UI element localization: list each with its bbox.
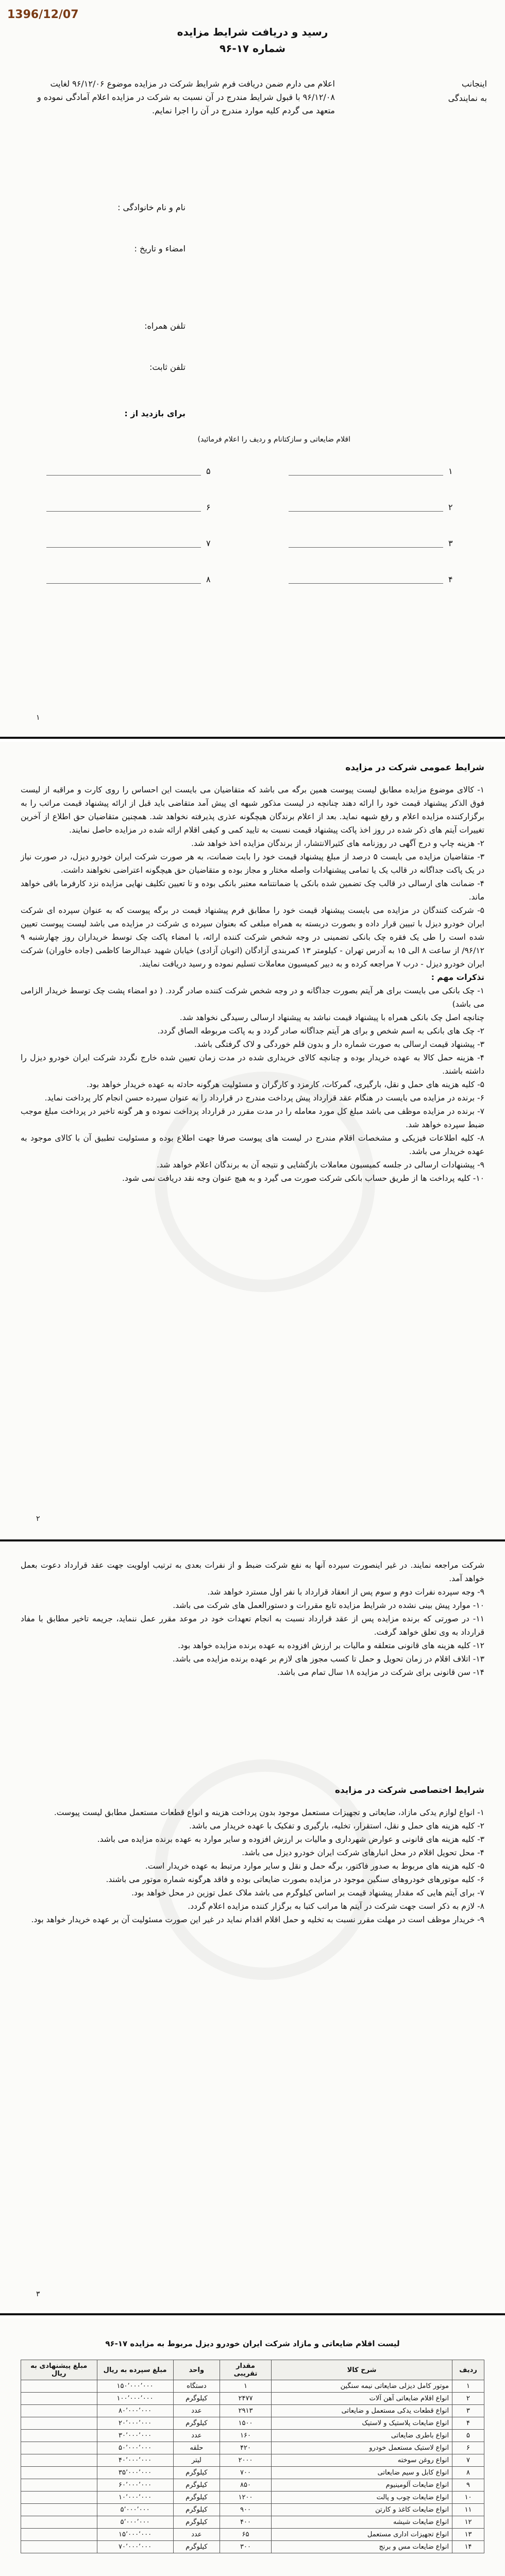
para: ۵- شرکت کنندگان در مزایده می بایست پیشنهاد قیمت خود را مطابق فرم پیشنهاد قیمت در برگه پیوست که به عنوان سپرده ای شرکت ایران خودرو دیزل با تبیین قرار داده و بصورت دربسته به همراه مبلغی که بعنوان سپرده ی شرکت در مزایده می باشد لیست پیوست تعیین شده است را طی یک فقره چک بانکی تضمینی در وجه شخص شرکت کننده ارائه، با امضاء پاکت چک توسط خریداران روز چهارشنبه ۹ ۹۶/۱۲/ از ساعت ۸ الی ۱۵ به آدرس تهران - کیلومتر ۱۳ کمربندی آزادگان (اتوبان آزادی) خیابان شهید عبدالرضا کاظمی (جاده خاوران) شرکت ایران خودرو دیزل - درب ۷ مراجعه کرده و به دبیر کمیسیون معاملات تسلیم نموده و رسید دریافت نمایند. [21,906,484,969]
table-cell: ۵ [452,2430,484,2442]
general-terms-title: شرایط عمومی شرکت در مزایده [345,762,484,773]
table-cell: ۵۰٬۰۰۰٬۰۰۰ [97,2442,173,2454]
table-row [21,2380,484,2393]
table-cell: ۵٬۰۰۰٬۰۰۰ [97,2504,173,2516]
table-row [21,2393,484,2405]
table-cell: ۱۴ [452,2541,484,2553]
table-cell: ۸۵۰ [220,2479,272,2492]
table-row [21,2516,484,2529]
table-row [21,2504,484,2516]
para: ۲- چک های بانکی به اسم شخص و برای هر آیتم جداگانه صادر گردد و به پاکت مربوطه الصاق گردد. [157,1026,484,1036]
page-4 [0,2318,505,2576]
para: ۴- هزینه حمل کالا به عهده خریدار بوده و چنانچه کالای خریداری شده در مدت زمان تعیین شده خارج نگردد شرکت ایران خودرو دیزل را داشته باشند. [21,1053,484,1076]
col-row: ردیف [452,2360,484,2380]
line-7[interactable] [46,547,201,548]
table-cell: ۲۰٬۰۰۰٬۰۰۰ [97,2417,173,2430]
intro-label: اینجانب [461,79,487,89]
table-cell: ۱۲۰۰ [220,2492,272,2504]
line-2[interactable] [289,511,443,512]
line-num-8: ۸ [206,574,211,584]
specific-terms-title: شرایط اختصاصی شرکت در مزایده [334,1785,484,1795]
page-divider [0,737,505,739]
table-cell[interactable] [21,2504,97,2516]
table-cell[interactable] [21,2467,97,2479]
table-cell: حلقه [173,2442,220,2454]
table-cell: انواع ضایعات پلاستیک و لاستیک [271,2417,452,2430]
table-cell[interactable] [21,2380,97,2393]
line-1[interactable] [289,475,443,476]
line-num-4: ۴ [448,574,453,584]
table-cell: ۱ [452,2380,484,2393]
table-row [21,2467,484,2479]
table-cell: انواع کابل و سیم ضایعاتی [271,2467,452,2479]
table-cell: ۵٬۰۰۰٬۰۰۰ [97,2516,173,2529]
table-cell[interactable] [21,2541,97,2553]
table-row [21,2430,484,2442]
col-qty: مقدار تقریبی [220,2360,272,2380]
para: ۳- پیشنهاد قیمت ارسالی به صورت شماره دار و بدون قلم خوردگی و لاک گرفتگی باشد. [194,1040,484,1049]
table-header-row [21,2360,484,2380]
page-divider [0,2313,505,2315]
table-cell: ۱۵٬۰۰۰٬۰۰۰ [97,2529,173,2541]
general-terms-continued [21,1558,484,1679]
table-cell: ۱۰ [452,2492,484,2504]
table-cell: ۷۰٬۰۰۰٬۰۰۰ [97,2541,173,2553]
table-cell: ۹۰۰ [220,2504,272,2516]
table-cell: ۸۰٬۰۰۰٬۰۰۰ [97,2405,173,2417]
table-row [21,2417,484,2430]
table-cell: ۴۰۰ [220,2516,272,2529]
table-cell[interactable] [21,2479,97,2492]
para: ۱۰- موارد پیش بینی نشده در شرایط مزایده تابع مقررات و دستورالعمل های شرکت می باشد. [173,1601,484,1610]
date-stamp: 1396/12/07 [7,8,79,21]
line-num-1: ۱ [448,466,453,476]
table-cell: ۷۰۰ [220,2467,272,2479]
table-cell: عدد [173,2430,220,2442]
table-cell: لیتر [173,2454,220,2467]
table-cell[interactable] [21,2492,97,2504]
table-cell: کیلوگرم [173,2516,220,2529]
para: ۶- برنده در مزایده می بایست در هنگام عقد قرارداد پیش پرداخت مندرج در قرارداد را به عنوان سپرده حسن انجام کار پرداخت نماید. [44,1093,484,1103]
table-cell: انواع اقلام ضایعاتی آهن آلات [271,2393,452,2405]
table-cell: ۶۰٬۰۰۰٬۰۰۰ [97,2479,173,2492]
table-cell: ۴ [452,2417,484,2430]
para: شرکت مراجعه نمایند. در غیر اینصورت سپرده آنها به نفع شرکت ضبط و از نفرات بعدی به ترتیب اولویت جهت عقد قرارداد دعوت بعمل خواهد آمد. [21,1561,484,1583]
table-cell: ۸ [452,2467,484,2479]
para: ۷- برای آیتم هایی که مقدار پیشنهاد قیمت بر اساس کیلوگرم می باشد ملاک عمل توزین در محل خواهد بود. [131,1888,484,1897]
specific-terms-body [21,1806,484,1926]
table-cell: کیلوگرم [173,2393,220,2405]
table-row [21,2479,484,2492]
table-cell: کیلوگرم [173,2467,220,2479]
table-row [21,2454,484,2467]
table-cell: ۱ [220,2380,272,2393]
page-number-2: ۲ [36,1515,40,1523]
para: ۱۱- در صورتی که برنده مزایده پس از عقد قرارداد نسبت به انجام تعهدات خود در موعد مقرر عمل ننماید، جریمه تاخیر مطابق با مفاد قرارداد به وی تعلق خواهد گرفت. [21,1614,484,1637]
line-num-2: ۲ [448,502,453,512]
para: ۱۰- کلیه پرداخت ها از طریق حساب بانکی شرکت صورت می گیرد و به هیچ عنوان وجه نقد دریافت نمی شود. [122,1174,484,1183]
table-cell: کیلوگرم [173,2492,220,2504]
table-cell: ۴۲۰ [220,2442,272,2454]
table-row [21,2541,484,2553]
para: ۴- محل تحویل اقلام در محل انبارهای شرکت ایران خودرو دیزل می باشد. [242,1848,484,1857]
line-3[interactable] [289,547,443,548]
col-deposit: مبلغ سپرده به ریال [97,2360,173,2380]
table-cell: انواع ضایعات کاغذ و کارتن [271,2504,452,2516]
table-cell: انواع ضایعات شیشه [271,2516,452,2529]
table-row [21,2492,484,2504]
table-cell: عدد [173,2529,220,2541]
col-unit: واحد [173,2360,220,2380]
para: ۸- کلیه اطلاعات فیزیکی و مشخصات اقلام مندرج در لیست های پیوست صرفا جهت اطلاع بوده و مسئولیت تطبیق آن با کالای موجود به عهده خریدار می باشد. [21,1133,484,1156]
items-table [21,2360,484,2553]
table-cell: ۱۶۰ [220,2430,272,2442]
table-cell: انواع باطری ضایعاتی [271,2430,452,2442]
page-number-3: ۳ [36,2290,40,2298]
table-cell: ۱۲ [452,2516,484,2529]
page-subtitle: شماره ۱۷-۹۶ [219,42,286,55]
table-cell[interactable] [21,2454,97,2467]
mobile-label: تلفن همراه: [144,321,186,331]
table-row [21,2442,484,2454]
phone-label: تلفن ثابت: [149,362,186,372]
table-cell[interactable] [21,2430,97,2442]
table-cell: انواع قطعات یدکی مستعمل و ضایعاتی [271,2405,452,2417]
page-title: رسید و دریافت شرایط مزایده [177,26,328,38]
line-6[interactable] [46,511,201,512]
para: ۱- چک بانکی می بایست برای هر آیتم بصورت جداگانه و در وجه شخص شرکت کننده صادر گردد. ( دو امضاء پشت چک توسط خریدار الزامی می باشد) [21,986,484,1009]
para: ۱- انواع لوازم یدکی مازاد، ضایعاتی و تجهیزات مستعمل موجود بدون پرداخت هزینه و انواع قطعات مستعمل مطابق لیست پیوست. [54,1808,484,1817]
para: ۳- متقاضیان مزایده می بایست ۵ درصد از مبلغ پیشنهاد قیمت خود را بابت ضمانت، به هر صورت شرکت ایران خودرو دیزل، در صورت نیاز در یک پاکت جداگانه در قالب یک یا تمامی پیشنهادات واصله مختار و مجاز بوده و متقاضیان حق هیچگونه اعتراضی نخواهند داشت. [21,852,484,875]
page-3 [0,1543,505,2311]
table-cell: ۱۰۰٬۰۰۰٬۰۰۰ [97,2393,173,2405]
table-cell: ۷ [452,2454,484,2467]
table-title: لیست اقلام ضایعاتی و مازاد شرکت ایران خودرو دیزل مربوط به مزایده ۱۷-۹۶ [105,2339,400,2348]
table-cell: انواع ضایعات آلومینیوم [271,2479,452,2492]
table-cell: انواع ضایعات مس و برنج [271,2541,452,2553]
table-cell: عدد [173,2405,220,2417]
table-row [21,2529,484,2541]
table-cell[interactable] [21,2417,97,2430]
table-cell: ۱۰٬۰۰۰٬۰۰۰ [97,2492,173,2504]
line-num-5: ۵ [206,466,211,476]
para: ۱۳- اتلاف اقلام در زمان تحویل و حمل تا کسب مجوز های لازم بر عهده برنده مزایده می باشد. [172,1654,484,1664]
line-num-3: ۳ [448,538,453,548]
table-cell: ۲ [452,2393,484,2405]
table-cell: ۲۰۰۰ [220,2454,272,2467]
table-cell: ۴۰٬۰۰۰٬۰۰۰ [97,2454,173,2467]
col-offer: مبلغ پیشنهادی به ریال [21,2360,97,2380]
para: ۷- برنده در مزایده موظف می باشد مبلغ کل مورد معامله را در مدت مقرر در قرارداد پرداخت نموده و هر گونه تاخیر در پرداخت مبلغ موجب ضبط سپرده خواهد شد. [21,1107,484,1129]
para: ۸- لازم به ذکر است جهت شرکت در آیتم ها مراتب کتبا به برگزار کننده مزایده اعلام گردد. [188,1902,484,1911]
table-cell: کیلوگرم [173,2479,220,2492]
line-8[interactable] [46,583,201,584]
para: ۹- وجه سپرده نفرات دوم و سوم پس از انعقاد قرارداد با نفر اول مسترد خواهد شد. [207,1587,484,1597]
table-cell: ۳۰٬۰۰۰٬۰۰۰ [97,2430,173,2442]
para: ۱۴- سن قانونی برای شرکت در مزایده ۱۸ سال تمام می باشد. [277,1668,484,1677]
table-cell: کیلوگرم [173,2504,220,2516]
table-cell: انواع ضایعات چوب و پالت [271,2492,452,2504]
table-cell: ۱۵۰۰ [220,2417,272,2430]
items-label: اقلام ضایعاتی و سازکتانام و ردیف را اعلام فرمائید) [197,435,350,444]
para: ۴- ضمانت های ارسالی در قالب چک تضمین شده بانکی یا ضمانتنامه معتبر بانکی بوده و تا تعیین تکلیف نهایی مزایده نزد کارفرما باقی خواهد ماند. [21,879,484,902]
page-divider [0,1539,505,1541]
table-cell: ۳۵٬۰۰۰٬۰۰۰ [97,2467,173,2479]
table-cell[interactable] [21,2393,97,2405]
para: ۲- هزینه چاپ و درج آگهی در روزنامه های کثیرالانتشار، از برندگان مزایده اخذ خواهد شد. [191,839,484,848]
para: ۱۲- کلیه هزینه های قانونی متعلقه و مالیات بر ارزش افزوده به عهده برنده مزایده خواهد بود. [178,1641,484,1650]
table-cell: انواع روغن سوخته [271,2454,452,2467]
para: ۹- خریدار موظف است در مهلت مقرر نسبت به تخلیه و حمل اقلام اقدام نماید در غیر این صورت مسئولیت آن بر عهده خریدار خواهد بود. [31,1915,484,1924]
table-cell: ۳ [452,2405,484,2417]
para: ۶- کلیه موتورهای خودروهای سنگین موجود در مزایده بصورت ضایعاتی بوده و فاقد هرگونه شماره موتور می باشند. [106,1875,484,1884]
table-cell: انواع تجهیزات اداری مستعمل [271,2529,452,2541]
table-cell: موتور کامل دیزلی ضایعاتی نیمه سنگین [271,2380,452,2393]
table-cell: کیلوگرم [173,2417,220,2430]
line-4[interactable] [289,583,443,584]
table-cell[interactable] [21,2405,97,2417]
table-cell: ۱۳ [452,2529,484,2541]
sign-label: امضاء و تاریخ : [134,244,186,253]
name-label: نام و نام خانوادگی : [117,202,186,212]
general-terms-body [21,783,484,1185]
para: ۳- کلیه هزینه های قانونی و عوارض شهرداری و مالیات بر ارزش افزوده و سایر موارد به عهده برنده مزایده می باشد. [97,1835,484,1844]
table-cell: ۲۴۷۷ [220,2393,272,2405]
table-cell[interactable] [21,2529,97,2541]
table-cell: ۳۰۰ [220,2541,272,2553]
table-cell[interactable] [21,2516,97,2529]
intro-text: اعلام می دارم ضمن دریافت فرم شرایط شرکت در مزایده موضوع ۹۶/۱۲/۰۶ لغایت ۹۶/۱۲/۰۸ با قبول شرایط مندرج در آن نسبت به شرکت در مزایده اعلام آمادگی نموده و متعهد می گردم کلیه موارد مندرج در آن را اجرا نمایم. [37,79,335,115]
line-num-6: ۶ [206,502,211,512]
visit-label: برای بازدید از : [124,409,186,418]
table-cell[interactable] [21,2442,97,2454]
table-cell: ۱۱ [452,2504,484,2516]
para: ۱- کالای موضوع مزایده مطابق لیست پیوست همین برگه می باشد که متقاضیان می بایست این احساس را روی کارت و مراقبه از لیست فوق الذکر پیشنهاد قیمت خود را ارائه دهند چنانچه در لیست مذکور شبهه ای پیش آمد متقاضی باید قبل از ارائه پیشنهاد قیمت مراتب را به برگزارکننده مزایده اعلام و رفع شبهه نماید. بعد از اعلام برندگان هیچگونه عذری پذیرفته نخواهد شد. همچنین متقاضیان حق اطلاع از آخرین تغییرات آیتم های ذکر شده در روز اخذ پاکت پیشنهاد قیمت نسبت به تایید کمی و کیفی اقلام ارائه شده در مزایده حاصل نمایند. [21,785,484,835]
para: ۵- کلیه هزینه های مربوط به صدور فاکتور، برگه حمل و نقل و سایر موارد مرتبط به عهده خریدار است. [145,1861,484,1871]
table-cell: ۹ [452,2479,484,2492]
line-5[interactable] [46,475,201,476]
table-cell: دستگاه [173,2380,220,2393]
line-num-7: ۷ [206,538,211,548]
para: ۹- پیشنهادات ارسالی در جلسه کمیسیون معاملات بازگشایی و نتیجه آن به برندگان اعلام خواهد شد. [157,1160,484,1170]
page-number-1: ۱ [36,714,40,722]
table-cell: انواع لاستیک مستعمل خودرو [271,2442,452,2454]
intro-label-2: به نمایندگی [448,93,487,103]
table-row [21,2405,484,2417]
table-cell: ۱۵۰٬۰۰۰٬۰۰۰ [97,2380,173,2393]
para: چنانچه اصل چک بانکی همراه با پیشنهاد قیمت نباشد به پیشنهاد ارسالی رسیدگی نخواهد شد. [179,1013,484,1022]
col-desc: شرح کالا [271,2360,452,2380]
table-cell: ۲۹۱۳ [220,2405,272,2417]
para-heading: تذکرات مهم : [431,973,484,982]
para: ۲- کلیه هزینه های حمل و نقل، استقرار، تخلیه، بارگیری و تفکیک با عهده خریدار می باشد. [189,1821,484,1831]
table-cell: کیلوگرم [173,2541,220,2553]
page-1 [0,0,505,736]
table-cell: ۶۵ [220,2529,272,2541]
para: ۵- کلیه هزینه های حمل و نقل، بارگیری، گمرکات، کارمزد و کارگران و مسئولیت هرگونه حادثه به عهده خریدار خواهد بود. [86,1080,484,1089]
table-cell: ۶ [452,2442,484,2454]
page-2 [0,742,505,1538]
